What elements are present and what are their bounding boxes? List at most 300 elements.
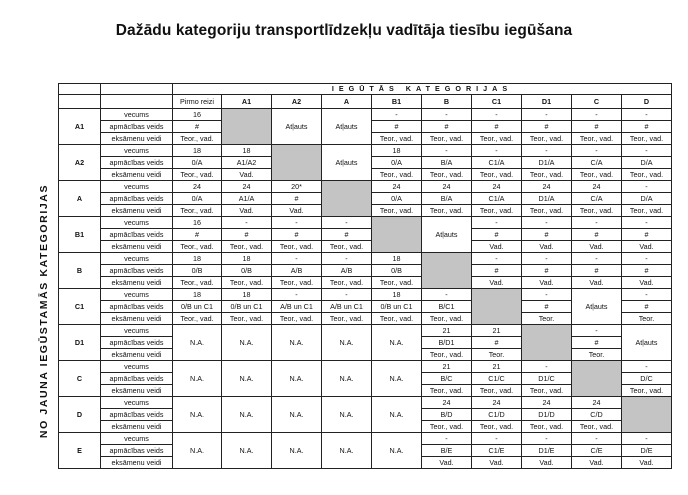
table-cell: - [522,361,572,373]
table-cell: A/B un C1 [322,301,372,313]
table-cell: # [173,121,222,133]
table-cell: Teor., vad. [422,169,472,181]
table-cell: B/E [422,445,472,457]
table-cell: - [422,433,472,445]
table-cell: # [472,121,522,133]
table-cell: 21 [472,325,522,337]
table-cell: Teor., vad. [322,313,372,325]
table-cell: A1/A [222,193,272,205]
table-cell: Vad. [272,205,322,217]
not-applicable-cell: N.A. [173,325,222,361]
table-cell: Vad. [522,457,572,469]
not-applicable-cell: N.A. [322,397,372,433]
table-cell: # [522,301,572,313]
table-cell: Vad. [422,457,472,469]
table-cell: D1/A [522,193,572,205]
table-cell: Teor. [522,313,572,325]
table-cell: - [272,289,322,301]
table-cell: 18 [173,145,222,157]
table-cell: C/A [572,193,622,205]
table-cell: 18 [173,253,222,265]
table-cell: - [572,145,622,157]
table-cell: 18 [372,145,422,157]
sub-row-label: vecums [101,433,173,445]
table-cell: - [522,145,572,157]
table-cell: - [472,145,522,157]
table-row [59,145,672,157]
categories-table [58,83,672,469]
table-cell: 21 [422,361,472,373]
table-cell: 24 [372,181,422,193]
not-applicable-cell: N.A. [372,397,422,433]
sub-row-label: apmācības veids [101,265,173,277]
table-cell: - [572,217,622,229]
table-cell: Vad. [522,277,572,289]
table-cell: Vad. [222,205,272,217]
table-cell: - [622,109,672,121]
allowed-cell: Atļauts [422,217,472,253]
table-cell: 24 [422,397,472,409]
table-row [59,433,672,445]
table-cell: 16 [173,109,222,121]
table-cell: Teor., vad. [622,205,672,217]
table-cell: - [622,145,672,157]
table-cell: Teor., vad. [472,205,522,217]
sub-row-label: eksāmenu veidi [101,133,173,145]
table-cell: 24 [222,181,272,193]
gray-cell [272,145,322,181]
sub-row-label: eksāmenu veidi [101,421,173,433]
table-cell: Teor., vad. [272,277,322,289]
not-applicable-cell: N.A. [222,361,272,397]
table-cell: Teor., vad. [173,241,222,253]
table-cell: Teor., vad. [572,133,622,145]
table-cell: D1/C [522,373,572,385]
table-cell: - [272,217,322,229]
table-cell: Teor., vad. [222,277,272,289]
table-cell: C/A [572,157,622,169]
table-cell: C1/D [472,409,522,421]
table-cell: - [422,109,472,121]
table-cell: Teor., vad. [372,205,422,217]
table-cell: - [272,253,322,265]
sub-row-label: vecums [101,181,173,193]
table-cell: # [522,229,572,241]
table-cell: 21 [422,325,472,337]
table-cell: 0/A [173,193,222,205]
row-category-label: A2 [59,145,101,181]
table-row [59,289,672,301]
not-applicable-cell: N.A. [272,361,322,397]
table-cell: - [472,253,522,265]
table-cell: - [472,433,522,445]
table-cell: Teor., vad. [472,133,522,145]
not-applicable-cell: N.A. [322,433,372,469]
table-cell: Teor., vad. [173,277,222,289]
sub-row-label: apmācības veids [101,229,173,241]
table-cell: 0/A [372,193,422,205]
table-cell: Vad. [572,277,622,289]
table-cell: 24 [572,181,622,193]
table-cell: 0/A [173,157,222,169]
table-cell: Teor., vad. [173,133,222,145]
table-cell: A/B [322,265,372,277]
sub-row-label: vecums [101,217,173,229]
gray-cell [322,181,372,217]
sub-row-label: vecums [101,289,173,301]
table-cell: Teor., vad. [173,205,222,217]
table-cell: Vad. [522,241,572,253]
table-cell: Vad. [622,457,672,469]
table-cell: 24 [422,181,472,193]
sub-row-label: eksāmenu veidi [101,457,173,469]
row-category-label: A1 [59,109,101,145]
table-cell: Teor., vad. [522,169,572,181]
sub-row-label: apmācības veids [101,445,173,457]
sub-row-label: vecums [101,325,173,337]
not-applicable-cell: N.A. [372,325,422,361]
table-cell: # [622,121,672,133]
not-applicable-cell: N.A. [173,433,222,469]
not-applicable-cell: N.A. [272,325,322,361]
table-cell: D/A [622,193,672,205]
sub-row-label: vecums [101,361,173,373]
table-cell: 16 [173,217,222,229]
gray-cell [522,325,572,361]
gray-cell [472,289,522,325]
table-cell: Teor., vad. [522,133,572,145]
column-header: D [622,95,672,109]
table-cell: - [322,217,372,229]
table-cell: 24 [522,397,572,409]
gray-cell [572,361,622,397]
table-cell: Teor., vad. [522,205,572,217]
table-cell: Teor., vad. [472,169,522,181]
table-cell: - [422,289,472,301]
sub-row-label: apmācības veids [101,337,173,349]
table-cell: - [622,433,672,445]
table-cell: 0/A [372,157,422,169]
table-cell: # [472,229,522,241]
table-cell: A/B un C1 [272,301,322,313]
table-cell: Vad. [622,241,672,253]
table-row [59,109,672,121]
column-header: A2 [272,95,322,109]
table-cell: - [622,289,672,301]
header-corner-cell [59,95,101,109]
table-cell: Teor., vad. [372,169,422,181]
table-cell: 0/B un C1 [173,301,222,313]
table-cell: - [322,289,372,301]
row-category-label: C [59,361,101,397]
table-cell: - [622,253,672,265]
table-cell: D1/D [522,409,572,421]
acquired-categories-header: IEGŪTĀS KATEGORIJAS [173,84,672,95]
table-cell: - [522,109,572,121]
table-cell: 24 [522,181,572,193]
table-cell: Teor., vad. [272,241,322,253]
table-cell: - [222,217,272,229]
table-cell: - [622,361,672,373]
sub-row-label: eksāmenu veidi [101,169,173,181]
table-cell: Vad. [472,241,522,253]
table-cell: D/A [622,157,672,169]
table-cell: Vad. [472,457,522,469]
table-cell: Teor., vad. [572,421,622,433]
column-header: B [422,95,472,109]
column-header: C [572,95,622,109]
table-cell: Teor., vad. [372,313,422,325]
table-cell: Vad. [622,277,672,289]
table-cell: C1/E [472,445,522,457]
table-cell: 0/B un C1 [372,301,422,313]
table-cell: Teor. [572,349,622,361]
table-cell: # [572,265,622,277]
table-cell: 0/B [372,265,422,277]
table-cell: Teor., vad. [622,133,672,145]
not-applicable-cell: N.A. [272,397,322,433]
table-cell: # [173,229,222,241]
sub-row-label: vecums [101,397,173,409]
sub-row-label: apmācības veids [101,193,173,205]
row-category-label: D1 [59,325,101,361]
table-row [59,265,672,277]
table-cell: C1/A [472,157,522,169]
table-cell: # [472,265,522,277]
table-cell: D1/A [522,157,572,169]
table-row [59,217,672,229]
table-cell: 0/B [173,265,222,277]
gray-cell [422,253,472,289]
header-row-columns [59,95,672,109]
table-cell: C1/C [472,373,522,385]
sub-row-label: apmācības veids [101,157,173,169]
table-cell: - [472,217,522,229]
row-category-label: D [59,397,101,433]
page-title: Dažādu kategoriju transportlīdzekļu vadītāja tiesību iegūšana [115,22,573,39]
table-cell: A/B [272,265,322,277]
table-cell: - [572,325,622,337]
table-cell: Teor., vad. [472,421,522,433]
table-cell: Vad. [572,457,622,469]
table-cell: 0/B un C1 [222,301,272,313]
not-applicable-cell: N.A. [272,433,322,469]
table-cell: Teor., vad. [173,313,222,325]
gray-cell [372,217,422,253]
table-cell: # [572,337,622,349]
row-category-label: C1 [59,289,101,325]
table-cell: # [522,121,572,133]
table-cell: Vad. [472,277,522,289]
table-cell: # [372,121,422,133]
table-row [59,181,672,193]
sub-row-label: eksāmenu veidi [101,241,173,253]
table-cell: B/A [422,157,472,169]
side-label-text: NO JAUNA IEGŪSTAMĀS KATEGORIJAS [38,183,50,438]
table-cell: B/C [422,373,472,385]
table-cell: A1/A2 [222,157,272,169]
table-cell: Teor., vad. [472,385,522,397]
sub-row-label: vecums [101,253,173,265]
table-cell: - [522,253,572,265]
table-cell: B/A [422,193,472,205]
table-cell: # [272,193,322,205]
table-row [59,253,672,265]
not-applicable-cell: N.A. [322,325,372,361]
table-cell: Teor., vad. [422,421,472,433]
table-body [59,84,672,469]
table-cell: - [572,433,622,445]
table-cell: 18 [372,253,422,265]
table-cell: - [522,433,572,445]
table-cell: Teor., vad. [522,385,572,397]
table-cell: - [572,109,622,121]
table-cell: Teor., vad. [522,421,572,433]
table-cell: - [322,253,372,265]
table-cell: - [622,217,672,229]
column-header: B1 [372,95,422,109]
table-cell: Teor., vad. [222,241,272,253]
not-applicable-cell: N.A. [372,361,422,397]
not-applicable-cell: N.A. [372,433,422,469]
table-cell: # [472,337,522,349]
sub-row-label: eksāmenu veidi [101,385,173,397]
table-cell: 18 [372,289,422,301]
table-cell: B/D [422,409,472,421]
sub-row-label: eksāmenu veidi [101,205,173,217]
not-applicable-cell: N.A. [222,325,272,361]
table-cell: D/E [622,445,672,457]
sub-row-label: apmācības veids [101,409,173,421]
header-row-top [59,84,672,95]
sub-row-label: apmācības veids [101,373,173,385]
table-cell: 21 [472,361,522,373]
table-cell: Teor., vad. [622,169,672,181]
sub-row-label: apmācības veids [101,121,173,133]
table-cell: Teor. [472,349,522,361]
table-cell: 20* [272,181,322,193]
table-cell: # [272,229,322,241]
table-cell: Teor., vad. [422,133,472,145]
table-cell: # [622,265,672,277]
table-row [59,325,672,337]
allowed-cell: Atļauts [322,109,372,145]
table-cell: D1/E [522,445,572,457]
allowed-cell: Atļauts [572,289,622,325]
table-cell: Teor., vad. [173,169,222,181]
allowed-cell: Atļauts [272,109,322,145]
not-applicable-cell: N.A. [222,397,272,433]
column-header: A [322,95,372,109]
table-cell: Teor., vad. [372,133,422,145]
table-cell: Teor., vad. [422,349,472,361]
allowed-cell: Atļauts [322,145,372,181]
table-cell: 0/B [222,265,272,277]
table-cell: C/E [572,445,622,457]
table-cell: 18 [173,289,222,301]
table-cell: - [622,181,672,193]
table-cell: - [422,145,472,157]
row-category-label: B1 [59,217,101,253]
table-cell: - [472,109,522,121]
row-category-label: E [59,433,101,469]
table-row [59,277,672,289]
table-cell: # [322,229,372,241]
table-row [59,229,672,241]
table-cell: Teor., vad. [422,205,472,217]
table-cell: - [522,217,572,229]
table-cell: Vad. [572,241,622,253]
table-cell: C/D [572,409,622,421]
sub-row-label: eksāmenu veidi [101,277,173,289]
allowed-cell: Atļauts [622,325,672,361]
sub-row-label: vecums [101,109,173,121]
table-cell: - [572,253,622,265]
table-cell: Teor., vad. [322,241,372,253]
not-applicable-cell: N.A. [173,397,222,433]
column-header: Pirmo reizi [173,95,222,109]
sub-row-label: eksāmenu veidi [101,349,173,361]
table-cell: Teor., vad. [272,313,322,325]
not-applicable-cell: N.A. [222,433,272,469]
table-row [59,397,672,409]
table-cell: 24 [472,397,522,409]
table-cell: 24 [472,181,522,193]
header-corner-cell [101,84,173,95]
table-cell: # [572,121,622,133]
table-cell: Teor., vad. [572,205,622,217]
table-cell: - [372,109,422,121]
table-cell: Teor., vad. [422,385,472,397]
table-cell: # [522,265,572,277]
table-cell: 18 [222,289,272,301]
table-cell: B/D1 [422,337,472,349]
gray-cell [622,397,672,433]
column-header: A1 [222,95,272,109]
table-row [59,361,672,373]
table-cell: # [422,121,472,133]
table-cell: Teor., vad. [572,169,622,181]
table-cell: Teor., vad. [222,313,272,325]
table-cell: B/C1 [422,301,472,313]
row-category-label: A [59,181,101,217]
table-row [59,241,672,253]
table-cell: # [622,301,672,313]
table-cell: Teor., vad. [422,313,472,325]
table-cell: # [572,229,622,241]
table-cell: - [522,289,572,301]
header-corner-cell [101,95,173,109]
table-cell: 24 [572,397,622,409]
table-cell: Teor., vad. [372,277,422,289]
table-cell: D/C [622,373,672,385]
table-cell: 18 [222,253,272,265]
column-header: C1 [472,95,522,109]
table-cell: Vad. [222,169,272,181]
column-header: D1 [522,95,572,109]
table-cell: C1/A [472,193,522,205]
table-cell: # [222,229,272,241]
table-cell: Teor. [622,313,672,325]
table-cell: 18 [222,145,272,157]
sub-row-label: apmācības veids [101,301,173,313]
not-applicable-cell: N.A. [322,361,372,397]
table-cell: 24 [173,181,222,193]
row-category-label: B [59,253,101,289]
header-corner-cell [59,84,101,95]
table-cell: # [622,229,672,241]
not-applicable-cell: N.A. [173,361,222,397]
